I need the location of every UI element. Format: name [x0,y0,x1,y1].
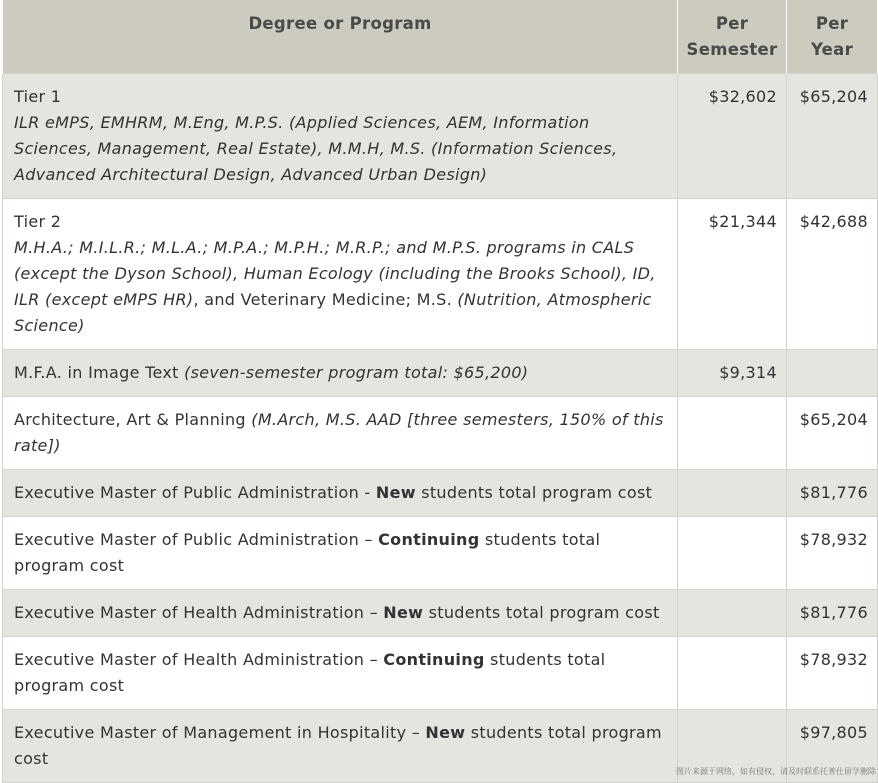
program-cell [3,397,678,470]
program-suffix: students total program cost [415,483,653,502]
header-per-year [787,0,878,74]
table-row-tier-2 [3,199,878,350]
per-year-cell: $81,776 [787,470,878,517]
program-cell [3,350,678,397]
program-title: Architecture, Art & Planning [14,410,252,429]
table-header [3,0,878,74]
program-detail: M.H.A.; M.I.L.R.; M.L.A.; M.P.A.; M.P.H.; M.R.P.; and M.P.S. programs in CALS (except the Dyson School), Human Ecology (including the Brooks School), ID, ILR (except eMPS HR) [14,238,656,309]
program-cell [3,470,678,517]
per-semester-cell [678,637,787,710]
table-row-empa-new [3,470,878,517]
header-year-line2: Year [810,40,854,59]
program-cell [3,710,678,783]
student-type: Continuing [378,530,480,549]
per-semester-cell [678,517,787,590]
program-title: Executive Master of Management in Hospitality – [14,723,426,742]
student-type: New [375,483,416,502]
student-type: New [383,603,424,622]
table-row-emha-new [3,590,878,637]
program-title: Executive Master of Public Administration – [14,530,379,549]
per-semester-cell: $32,602 [678,74,787,199]
per-semester-cell [678,590,787,637]
program-title: Executive Master of Health Administration – [14,650,384,669]
student-type: Continuing [383,650,485,669]
program-title: Executive Master of Public Administration - [14,483,376,502]
per-semester-cell: $9,314 [678,350,787,397]
table-row-aap [3,397,878,470]
program-detail: (seven-semester program total: $65,200) [184,363,529,382]
per-year-cell: $42,688 [787,199,878,350]
program-detail: ILR eMPS, EMHRM, M.Eng, M.P.S. (Applied Sciences, AEM, Information Sciences, Management, Real Estate), M.M.H, M.S. (Information Sciences, Advanced Architectural Design, Advanced Urban Design) [14,113,618,184]
tuition-table [2,0,878,783]
program-suffix: students total program cost [14,650,606,695]
header-semester-line1: Per [715,14,749,33]
per-year-cell: $81,776 [787,590,878,637]
per-year-cell: $78,932 [787,637,878,710]
per-semester-cell [678,470,787,517]
program-title: M.F.A. in Image Text [14,363,185,382]
program-cell [3,199,678,350]
program-suffix: students total program cost [423,603,660,622]
table-row-tier-1 [3,74,878,199]
program-detail-italic: (Nutrition, Atmospheric Science) [14,290,652,335]
header-row [3,0,878,74]
program-cell [3,517,678,590]
program-detail: (M.Arch, M.S. AAD [three semesters, 150% of this rate]) [14,410,664,455]
student-type: New [425,723,466,742]
per-semester-cell [678,397,787,470]
program-title: Tier 1 [14,87,62,106]
program-cell [3,74,678,199]
per-year-cell: $65,204 [787,397,878,470]
per-year-cell: $78,932 [787,517,878,590]
per-semester-cell: $21,344 [678,199,787,350]
program-cell [3,637,678,710]
program-suffix: students total program cost [14,723,662,768]
per-year-cell: $97,805 [787,710,878,783]
header-program-label: Degree or Program [248,14,432,33]
table-row-mfa [3,350,878,397]
program-detail-plain: , and Veterinary Medicine; M.S. [193,290,458,309]
header-per-semester [678,0,787,74]
header-degree-or-program [3,0,678,74]
table-row-empa-continuing [3,517,878,590]
program-cell [3,590,678,637]
header-semester-line2: Semester [686,40,778,59]
program-title: Executive Master of Health Administration – [14,603,384,622]
program-title: Tier 2 [14,212,62,231]
program-suffix: students total program cost [14,530,601,575]
table-body [3,74,878,783]
per-year-cell: $65,204 [787,74,878,199]
per-year-cell [787,350,878,397]
header-year-line1: Per [815,14,849,33]
table-row-emha-continuing [3,637,878,710]
source-watermark: 图片来源于网络，如有侵权，请及时联系托普仕留学删除 [676,767,876,776]
